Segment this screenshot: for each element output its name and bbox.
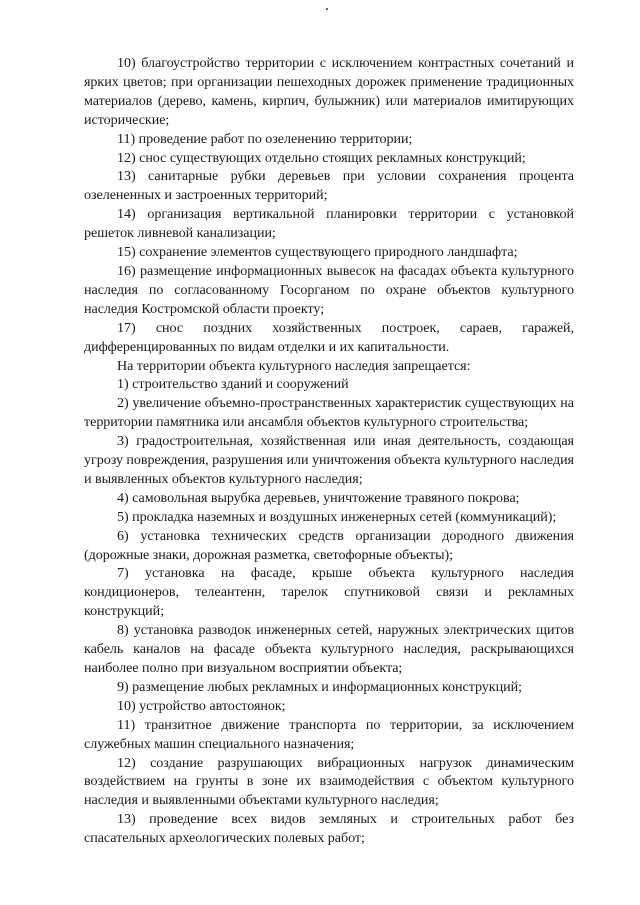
paragraph-prohibited-1: 1) строительство зданий и сооружений [117,376,349,393]
paragraph-prohibited-3: 3) градостроительная, хозяйственная или иная деятельность, создающая угрозу повреждения, разрушения или уничтожения объекта культурного наследия и выявленных объектов культурного наследия; [84,433,574,487]
paragraph-prohibited-7: 7) установка на фасаде, крыше объекта культурного наследия кондиционеров, телеантенн, тарелок спутниковой связи и рекламных конструкций; [84,565,574,620]
paragraph-allowed-14: 14) организация вертикальной планировки территории с установкой решеток ливневой канализации; [84,206,574,242]
paragraph-prohibited-13: 13) проведение всех видов земляных и строительных работ без спасательных археологических полевых работ; [84,811,574,847]
paragraph-prohibited-12: 12) создание разрушающих вибрационных нагрузок динамическим воздействием на грунты в зоне их взаимодействия с объектом культурного наследия и выявленными объектами культурного наследия; [84,754,574,809]
paragraph-prohibited-2: 2) увеличение объемно-пространственных характеристик существующих на территории памятника или ансамбля объектов культурного строительства; [84,395,574,431]
scan-speck [326,8,328,10]
paragraph-allowed-17: 17) снос поздних хозяйственных построек, сараев, гаражей, дифференцированных по видам отделки и их капитальности. [84,319,574,355]
paragraph-prohibited-8: 8) установка разводок инженерных сетей, наружных электрических щитов кабель каналов на фасаде объекта культурного наследия, раскрывающихся наиболее полно при визуальном восприятии объекта; [84,622,574,676]
paragraph-prohibited-9: 9) размещение любых рекламных и информационных конструкций; [117,678,522,695]
paragraph-allowed-15: 15) сохранение элементов существующего природного ландшафта; [117,244,518,261]
paragraph-prohibited-6: 6) установка технических средств организации дородного движения (дорожные знаки, дорожная разметка, светофорные объекты); [84,527,574,563]
paragraph-allowed-11: 11) проведение работ по озеленению территории; [117,130,413,147]
paragraph-prohibited-11: 11) транзитное движение транспорта по территории, за исключением служебных машин специального назначения; [84,716,574,752]
paragraph-prohibited-4: 4) самовольная вырубка деревьев, уничтожение травяного покрова; [117,489,520,506]
document-body [84,54,574,848]
paragraph-allowed-10: 10) благоустройство территории с исключением контрастных сочетаний и ярких цветов; при организации пешеходных дорожек применение традиционных материалов (дерево, камень, кирпич, булыжник) или материалов имитирующих исторические; [84,55,574,128]
paragraph-prohibited-10: 10) устройство автостоянок; [117,697,286,714]
paragraph-allowed-13: 13) санитарные рубки деревьев при условии сохранения процента озелененных и застроенных территорий; [84,168,574,204]
paragraph-allowed-16: 16) размещение информационных вывесок на фасадах объекта культурного наследия по согласованному Госорганом по охране объектов культурного наследия Костромской области проекту; [84,262,574,317]
paragraph-allowed-12: 12) снос существующих отдельно стоящих рекламных конструкций; [117,149,526,166]
section-heading-prohibited: На территории объекта культурного наследия запрещается: [117,357,471,374]
paragraph-prohibited-5: 5) прокладка наземных и воздушных инженерных сетей (коммуникаций); [117,508,557,525]
